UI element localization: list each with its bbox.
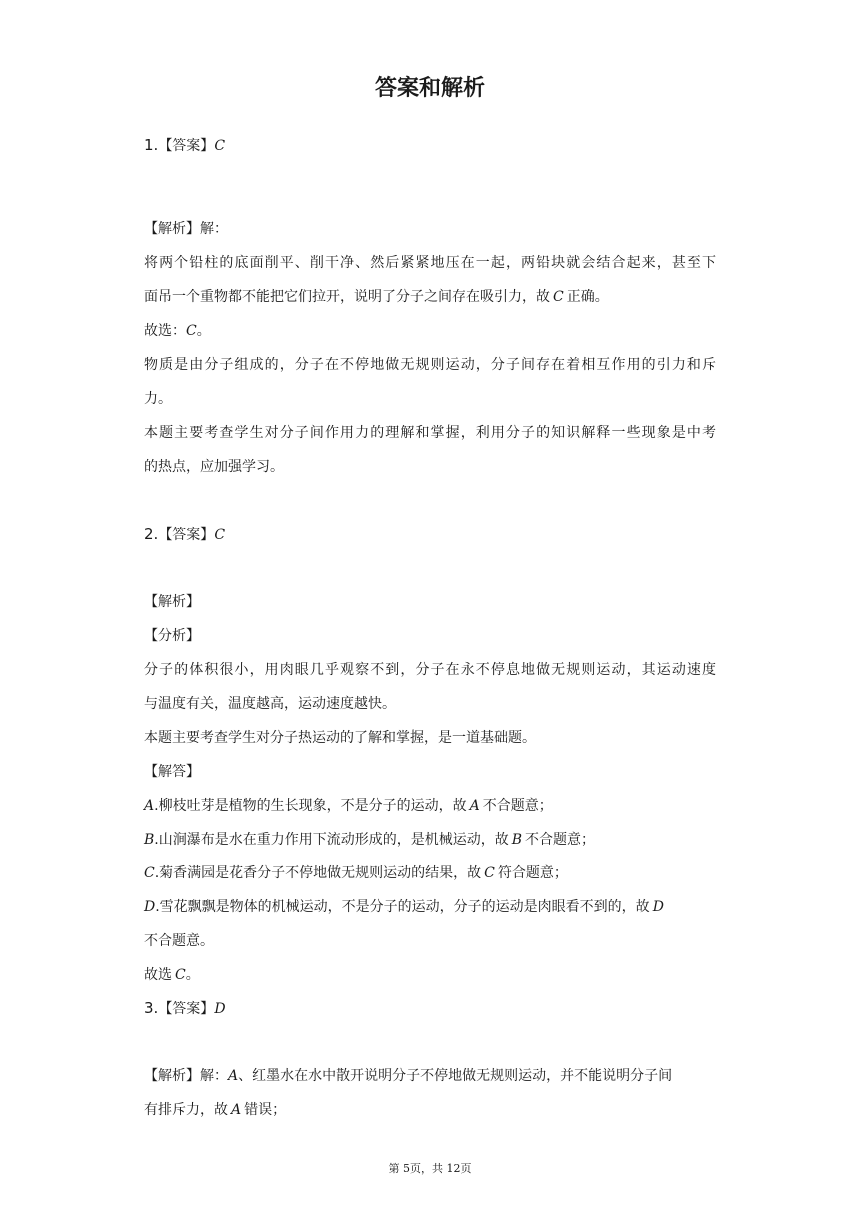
page-footer: 第 5页，共 12页 bbox=[388, 1162, 472, 1175]
q1-analysis-label: 【解析】 bbox=[144, 221, 200, 237]
q2-choice bbox=[144, 965, 200, 985]
q1-line-2 bbox=[144, 287, 609, 307]
q1-answer-line bbox=[144, 135, 225, 156]
q2-option-b bbox=[144, 830, 595, 850]
q2-option-d-letter: D bbox=[144, 899, 156, 915]
q1-analysis-text: 解： bbox=[200, 221, 228, 237]
q3-line-1-prefix: 解： bbox=[200, 1068, 228, 1084]
q1-choice-letter: C bbox=[186, 323, 197, 339]
q2-option-c-ref: C bbox=[484, 865, 495, 881]
q1-line-6: 的热点，应加强学习。 bbox=[144, 459, 284, 475]
q1-choice-label: 故选： bbox=[144, 323, 186, 339]
q2-line-3: 本题主要考查学生对分子热运动的了解和掌握，是一道基础题。 bbox=[144, 730, 536, 746]
q2-analysis-label: 【解析】 bbox=[144, 594, 200, 610]
q1-answer: C bbox=[214, 138, 226, 154]
q2-jieda-label: 【解答】 bbox=[144, 764, 200, 780]
q3-answer-line bbox=[144, 998, 226, 1019]
q2-option-d-text: .雪花飘飘是物体的机械运动，不是分子的运动，分子的运动是肉眼看不到的，故 bbox=[155, 899, 650, 915]
q2-option-c-text: .菊香满园是花香分子不停地做无规则运动的结果，故 bbox=[154, 865, 482, 881]
q2-option-b-end: 不合题意； bbox=[525, 832, 596, 848]
q2-option-b-letter: B bbox=[144, 832, 155, 848]
q2-answer-label: 【答案】 bbox=[158, 527, 215, 543]
q3-line-1-text: 、红墨水在水中散开说明分子不停地做无规则运动，并不能说明分子间 bbox=[238, 1068, 673, 1084]
q3-analysis-label: 【解析】 bbox=[144, 1068, 200, 1084]
q1-line-1: 将两个铅柱的底面削平、削干净、然后紧紧地压在一起，两铅块就会结合起来，甚至下 bbox=[144, 255, 716, 271]
q2-choice-letter: C bbox=[175, 967, 186, 983]
q3-line-1 bbox=[144, 1066, 672, 1086]
q2-line-1: 分子的体积很小，用肉眼几乎观察不到，分子在永不停息地做无规则运动，其运动速度 bbox=[144, 662, 716, 678]
q2-choice-end: 。 bbox=[185, 967, 200, 983]
q2-option-a-text: .柳枝吐芽是植物的生长现象，不是分子的运动，故 bbox=[154, 798, 467, 814]
q3-number: 3. bbox=[144, 999, 159, 1017]
q2-option-a-end: 不合题意； bbox=[482, 798, 553, 814]
q3-line-2 bbox=[144, 1100, 286, 1120]
q3-line-2-letter: A bbox=[231, 1102, 242, 1118]
q2-option-c bbox=[144, 863, 568, 883]
q1-answer-label: 【答案】 bbox=[158, 138, 215, 154]
q1-line-2-letter: C bbox=[553, 289, 564, 305]
q2-option-a bbox=[144, 796, 553, 816]
q2-line-2: 与温度有关，温度越高，运动速度越快。 bbox=[144, 696, 396, 712]
q2-option-a-ref: A bbox=[469, 798, 480, 814]
q3-line-1-letter: A bbox=[228, 1068, 239, 1084]
q1-choice bbox=[144, 321, 211, 341]
q2-option-b-text: .山涧瀑布是水在重力作用下流动形成的，是机械运动，故 bbox=[154, 832, 509, 848]
q2-number: 2. bbox=[144, 525, 159, 543]
q3-answer: D bbox=[214, 1001, 226, 1017]
q1-line-2-end: 正确。 bbox=[566, 289, 609, 305]
q2-option-d-ref: D bbox=[652, 899, 664, 915]
q2-fenxi-label: 【分析】 bbox=[144, 628, 200, 644]
q2-option-a-letter: A bbox=[144, 798, 155, 814]
q1-choice-end: 。 bbox=[196, 323, 211, 339]
q3-line-2-text: 有排斥力，故 bbox=[144, 1102, 228, 1118]
page-title: 答案和解析 bbox=[374, 76, 485, 101]
q1-line-2-text: 面吊一个重物都不能把它们拉开，说明了分子之间存在吸引力，故 bbox=[144, 289, 550, 305]
q2-answer-line bbox=[144, 524, 225, 545]
q1-line-3: 物质是由分子组成的，分子在不停地做无规则运动，分子间存在着相互作用的引力和斥 bbox=[144, 357, 716, 373]
q2-answer: C bbox=[214, 527, 226, 543]
q2-option-d bbox=[144, 897, 664, 917]
q2-option-b-ref: B bbox=[511, 832, 523, 848]
q2-option-c-letter: C bbox=[144, 865, 155, 881]
q1-number: 1. bbox=[144, 136, 159, 154]
q2-choice-label: 故选 bbox=[144, 967, 172, 983]
q1-analysis-heading bbox=[144, 219, 228, 239]
q2-option-d-cont: 不合题意。 bbox=[144, 933, 214, 949]
q1-line-4: 力。 bbox=[144, 391, 172, 407]
q1-line-5: 本题主要考查学生对分子间作用力的理解和掌握，利用分子的知识解释一些现象是中考 bbox=[144, 425, 716, 441]
q2-option-c-end: 符合题意； bbox=[497, 865, 568, 881]
q3-answer-label: 【答案】 bbox=[158, 1001, 215, 1017]
q3-line-2-end: 错误； bbox=[244, 1102, 287, 1118]
